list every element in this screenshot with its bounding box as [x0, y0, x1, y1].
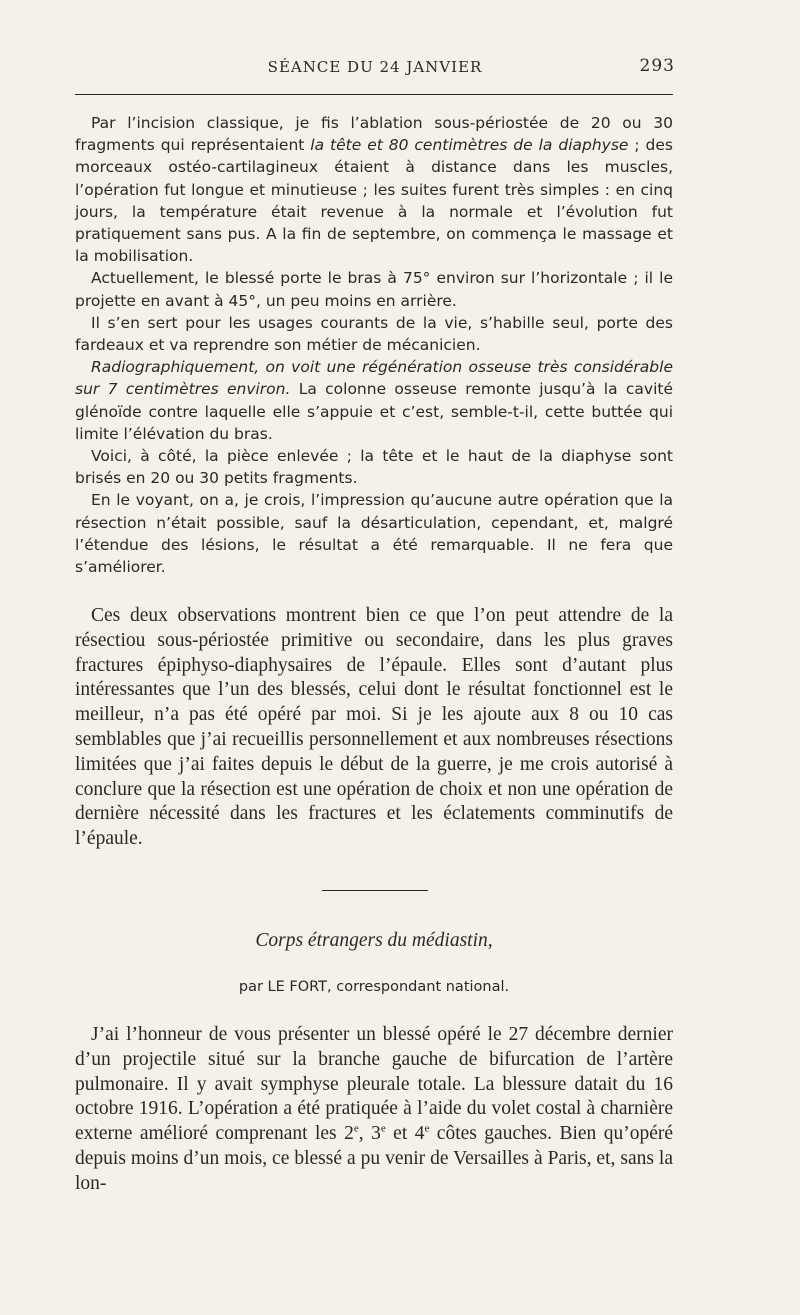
page-number: 293: [639, 56, 675, 76]
paragraph: Radiographiquement, on voit une régénération osseuse très considérable sur 7 centimètres environ. La colonne osseuse remonte jusqu’à la cavité glénoïde contre laquelle elle s’appuie et c’est, semble-t-il, cette buttée qui limite l’élévation du bras.: [75, 358, 673, 443]
section-separator: [322, 890, 428, 891]
running-header: [75, 52, 675, 76]
article-author: par LE FORT, correspondant national.: [238, 979, 510, 995]
conclusion-text: [75, 604, 673, 852]
paragraph: Il s’en sert pour les usages courants de la vie, s’habille seul, porte des fardeaux et va reprendre son métier de mécanicien.: [75, 313, 673, 355]
paragraph: Par l’incision classique, je fis l’ablation sous-périostée de 20 ou 30 fragments qui représentaient la tête et 80 centimètres de la diaphyse ; des morceaux ostéo-cartilagineux étaient à distance dans les muscles, l’opération fut longue et minutieuse ; les suites furent très simples : en cinq jours, la température était revenue à la normale et l’évolution fut pratiquement sans pus. A la fin de septembre, on commença le massage et la mobilisation.: [75, 114, 673, 266]
paragraph: Actuellement, le blessé porte le bras à 75° environ sur l’horizontale ; il le projette en avant à 45°, un peu moins en arrière.: [75, 269, 673, 310]
case-report-text: [75, 112, 673, 578]
article-title: Corps étrangers du médiastin,: [255, 930, 493, 951]
paragraph: J’ai l’honneur de vous présenter un blessé opéré le 27 décembre dernier d’un projectile situé sur la branche gauche de bifurcation de l’artère pulmonaire. Il y avait symphyse pleurale totale. La blessure datait du 16 octobre 1916. L’opération a été pratiquée à l’aide du volet costal à charnière externe amélioré comprenant les 2e, 3e et 4e côtes gauches. Bien qu’opéré depuis moins d’un mois, ce blessé a pu venir de Versailles à Paris, et, sans la lon-: [75, 1024, 674, 1194]
paragraph: Ces deux observations montrent bien ce que l’on peut attendre de la résectiou sous-périostée primitive ou secondaire, dans les plus graves fractures épiphyso-diaphysaires de l’épaule. Elles sont d’autant plus intéressantes que l’un des blessés, celui dont le résultat fonctionnel est le meilleur, n’a pas été opéré par moi. Si je les ajoute aux 8 ou 10 cas semblables que j’ai recueillis personnellement et aux nombreuses résections limitées que j’ai faites depuis le début de la guerre, je me crois autorisé à conclure que la résection est une opération de choix et non une opération de dernière nécessité dans les fractures et les éclatements comminutifs de l’épaule.: [75, 605, 673, 850]
running-title: SÉANCE DU 24 JANVIER: [267, 58, 483, 76]
header-rule: [75, 94, 673, 95]
article-body: [75, 1023, 673, 1197]
paragraph: En le voyant, on a, je crois, l’impression qu’aucune autre opération que la résection n’était possible, sauf la désarticulation, cependant, et, malgré l’étendue des lésions, le résultat a été remarquable. Il ne fera que s’améliorer.: [75, 491, 673, 577]
paragraph: Voici, à côté, la pièce enlevée ; la tête et le haut de la diaphyse sont brisés en 20 ou 30 petits fragments.: [75, 447, 673, 488]
